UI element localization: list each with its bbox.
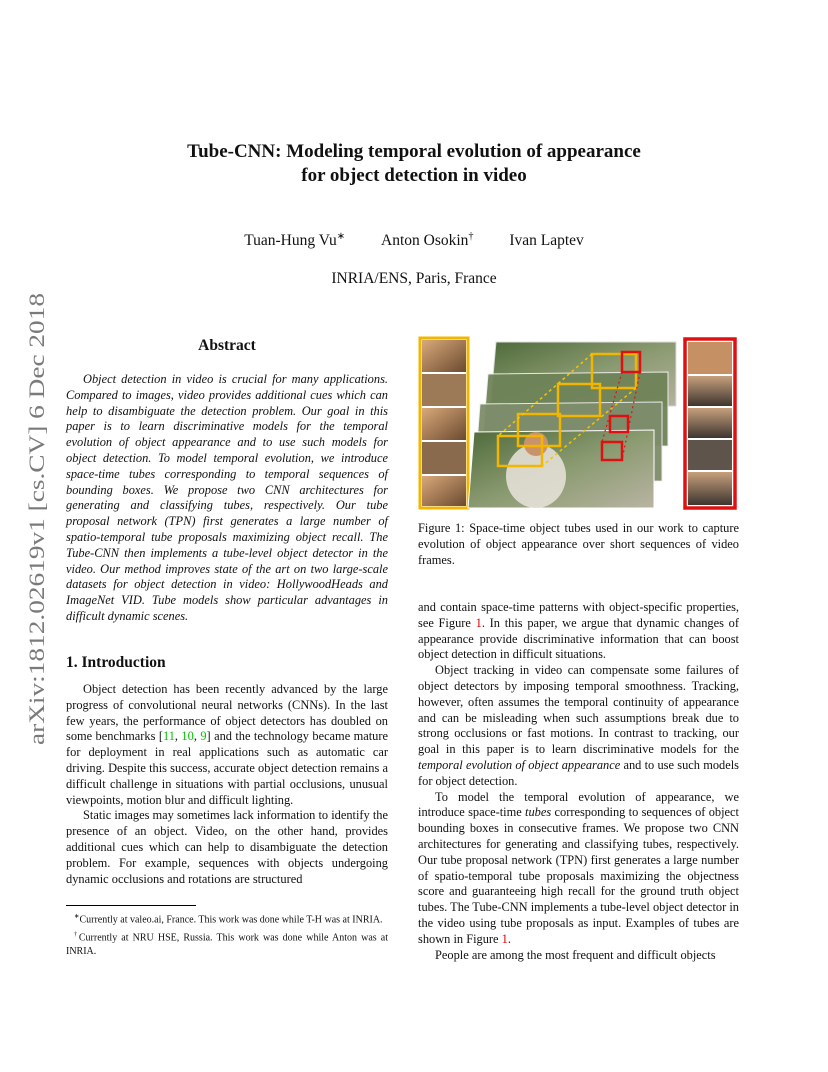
abstract-text: Object detection in video is crucial for many applications. Compared to images, video provides additional cues which can help to disambiguate the detection problem. Our goal in this paper is to learn discriminative models for the temporal evolution of object appearance and to use such models for object detection. To model temporal evolution, we introduce space-time tubes corresponding to temporal sequences of bounding boxes. We propose two CNN architectures for generating and classifying tubes, respectively. Our tube proposal network (TPN) first generates a large number of spatio-temporal tube proposals maximizing object recall. The Tube-CNN then implements a tube-level object detector in the video. Our method improves state of the art on two large-scale datasets for object detection in video: HollywoodHeads and ImageNet VID. Tube models show particular advantages in difficult dynamic scenes. [66,372,388,623]
crop-image [422,476,466,506]
citation-link[interactable]: 11 [162,729,175,744]
crop-image [688,440,732,470]
intro-paragraph-5: To model the temporal evolution of appearance, we introduce space-time tubes corresponding to sequences of object bounding boxes in consecutive frames. We propose two CNN architectures for generating and classifying tubes, respectively. Our tube proposal network (TPN) first generates a large number of spatio-temporal tube proposals maximizing the objectness score and guaranteeing high recall for the ground truth object tubes. The Tube-CNN implements a tube-level object detector in the video using tube proposals as input. Examples of tubes are shown in Figure 1. [418,789,739,946]
crop-image [688,376,732,406]
figure-1-tubes-illustration [418,336,739,511]
author-3: Ivan Laptev [509,232,584,250]
figure-1-caption: Figure 1: Space-time object tubes used in our work to capture evolution of object appearance over short sequences of video frames. [418,521,739,567]
figure-1-graphic [418,336,739,511]
crop-image [422,374,466,406]
crop-image [688,472,732,505]
footnote-2: †Currently at NRU HSE, Russia. This work was done while Anton was at INRIA. [66,931,389,957]
section-heading-introduction: 1. Introduction [66,654,166,671]
crop-image [422,442,466,474]
footnotes [66,910,388,960]
arxiv-stamp-text: arXiv:1812.02619v1 [cs.CV] 6 Dec 2018 [24,372,49,745]
author-1: Tuan-Hung Vu∗ [244,231,346,250]
arxiv-stamp [14,290,54,750]
abstract-heading: Abstract [198,337,256,354]
paper-title-line1: Tube-CNN: Modeling temporal evolution of appearance [187,141,641,162]
intro-paragraph-4: Object tracking in video can compensate some failures of object detectors by imposing temporal smoothness. Tracking, however, often assumes the temporal continuity of appearance and can be misleading when such assumptions break due to strong occlusions or fast motions. In contrast to tracking, our goal in this paper is to learn discriminative models for the temporal evolution of object appearance and to use such models for object detection. [418,663,739,788]
intro-paragraph-2: Static images may sometimes lack information to identify the presence of an object. Video, on the other hand, provides additional cues which can help to disambiguate the detection problem. For example, sequences with objects undergoing dynamic occlusions and rotations are structured [66,808,388,886]
intro-left-column [66,682,388,887]
figure-ref-link[interactable]: 1 [475,615,482,630]
crop-image [422,340,466,372]
footnote-divider [66,905,196,906]
paper-title-line2: for object detection in video [301,165,527,186]
intro-paragraph-1: Object detection has been recently advanced by the large progress of convolutional neural networks (CNNs). In the last few years, the performance of object detectors has doubled on some benchmarks [11, 10, 9] and the technology became mature for deployment in real applications such as automatic car driving. Despite this success, accurate object detection remains a difficult challenge in situations with partial occlusions, unusual viewpoints, motion blur and difficult lighting. [66,682,389,807]
citation-link[interactable]: 9 [200,729,207,744]
crop-image [422,408,466,440]
intro-paragraph-6: People are among the most frequent and difficult objects [435,947,716,962]
intro-paragraph-3: and contain space-time patterns with object-specific properties, see Figure 1. In this paper, we argue that dynamic changes of appearance provide discriminative information that can boost object detection in difficult situations. [418,600,739,662]
footnote-1: ∗Currently at valeo.ai, France. This work was done while T-H was at INRIA. [74,913,383,926]
author-list [0,231,828,250]
affiliation: INRIA/ENS, Paris, France [331,270,497,287]
intro-right-column [418,600,739,963]
paper-title [0,140,828,188]
crop-image [688,408,732,438]
crop-image [688,342,732,374]
author-2: Anton Osokin† [381,231,474,250]
citation-link[interactable]: 10 [181,729,194,744]
figure-ref-link[interactable]: 1 [501,931,508,946]
